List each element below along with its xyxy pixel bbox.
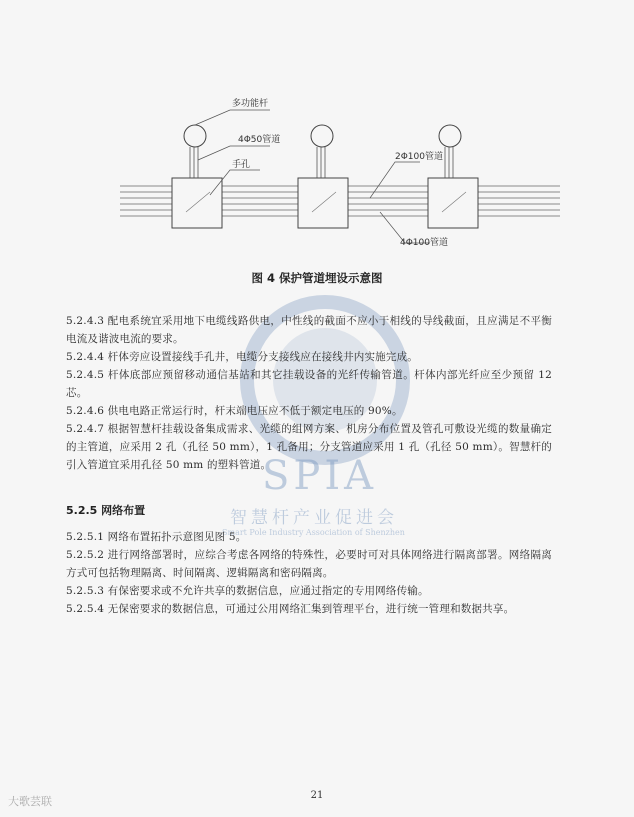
diagram-drawing xyxy=(0,0,634,260)
pipe-burial-diagram xyxy=(0,0,634,260)
label-pipe-4x100: 4Φ100管道 xyxy=(400,238,448,248)
watermark-chinese-name: 智慧杆产业促进会 xyxy=(230,508,398,528)
paragraph-5-2-4-5: 5.2.4.5 杆体底部应预留移动通信基站和其它挂载设备的光纤传输管道。杆体内部光纤应至少预留 12 芯。 xyxy=(66,369,552,399)
paragraph-5-2-4-3: 5.2.4.3 配电系统宜采用地下电缆线路供电，中性线的截面不应小于相线的导线截面，且应满足不平衡电流及谐波电流的要求。 xyxy=(66,315,552,345)
body-text-a xyxy=(66,312,552,474)
paragraph-5-2-5-4: 5.2.5.4 无保密要求的数据信息，可通过公用网络汇集到管理平台，进行统一管理和数据共享。 xyxy=(66,603,515,615)
watermark-english-name: Smart Pole Industry Association of Shenzhen xyxy=(222,528,405,537)
poles xyxy=(184,125,461,147)
label-multi-function-pole: 多功能杆 xyxy=(232,99,269,109)
label-pipe-4x50: 4Φ50管道 xyxy=(238,135,281,145)
label-pipe-2x100: 2Φ100管道 xyxy=(395,152,443,162)
paragraph-5-2-4-7: 5.2.4.7 根据智慧杆挂载设备集成需求、光缆的组网方案、机房分布位置及管孔可敷设光缆的数量确定的主管道，应采用 2 孔（孔径 50 mm），1 孔备用；分支管道应采用 1 孔（孔径 50 mm）。智慧杆的引入管道宜采用孔径 50 mm 的塑料管道。 xyxy=(66,423,552,471)
paragraph-5-2-5-3: 5.2.5.3 有保密要求或不允许共享的数据信息，应通过指定的专用网络传输。 xyxy=(66,585,429,597)
paragraph-5-2-4-6: 5.2.4.6 供电电路正常运行时，杆末端电压应不低于额定电压的 90%。 xyxy=(66,405,403,417)
paragraph-5-2-5-1: 5.2.5.1 网络布置拓扑示意图见图 5。 xyxy=(66,531,247,543)
watermark-acronym: SPIA xyxy=(262,453,378,499)
label-handhole: 手孔 xyxy=(232,160,251,170)
brand-watermark: 大歌芸联 xyxy=(8,795,52,808)
figure-caption: 图 4 保护管道埋设示意图 xyxy=(251,271,383,285)
section-heading: 5.2.5 网络布置 xyxy=(66,504,146,517)
body-text-b xyxy=(66,528,552,618)
page-number: 21 xyxy=(310,790,324,801)
paragraph-5-2-5-2: 5.2.5.2 进行网络部署时，应综合考虑各网络的特殊性，必要时可对具体网络进行隔离部署。网络隔离方式可包括物理隔离、时间隔离、逻辑隔离和密码隔离。 xyxy=(66,549,552,579)
paragraph-5-2-4-4: 5.2.4.4 杆体旁应设置接线手孔井，电缆分支接线应在接线井内实施完成。 xyxy=(66,351,418,363)
